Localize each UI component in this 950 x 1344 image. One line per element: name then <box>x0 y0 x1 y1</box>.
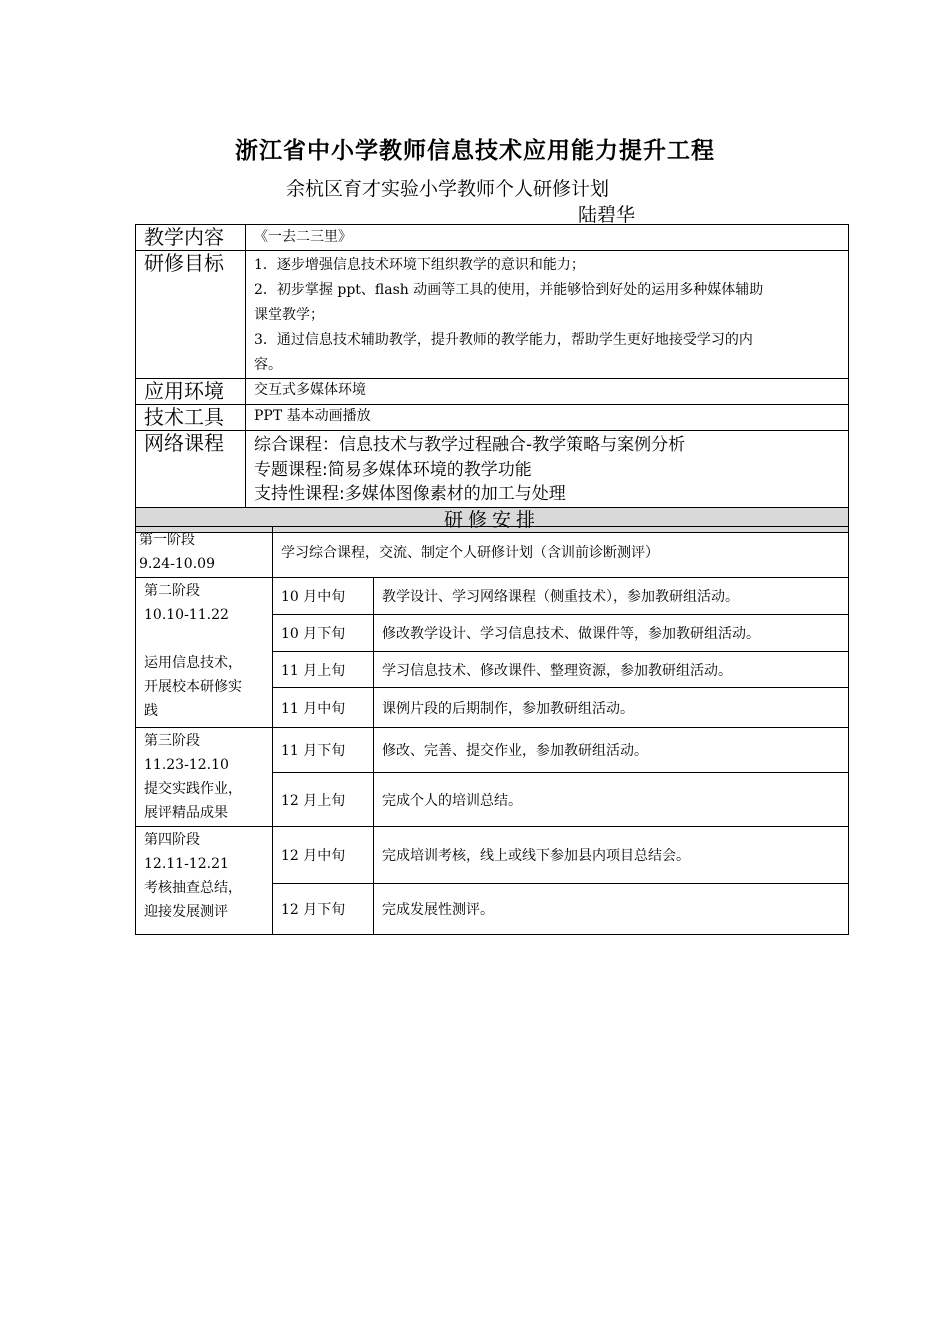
env-value: 交互式多媒体环境 <box>246 379 849 405</box>
stage3-cell <box>136 728 273 827</box>
stage-line: 践 <box>144 703 158 719</box>
row-course <box>136 431 849 508</box>
content-value: 《一去二三里》 <box>246 225 849 251</box>
goal-line: 2．初步掌握 ppt、flash 动画等工具的使用，并能够恰到好处的运用多种媒体辅助 <box>254 282 764 298</box>
schedule-header: 研修安排 <box>136 507 849 532</box>
stage1-cell <box>136 527 273 578</box>
stage-line: 开展校本研修实 <box>144 679 242 695</box>
row-env <box>136 379 849 405</box>
stage-line: 第四阶段 <box>144 832 200 848</box>
stage-line <box>144 627 272 651</box>
stage-line: 11.23-12.10 <box>144 757 229 773</box>
task-cell: 教学设计、学习网络课程（侧重技术），参加教研组活动。 <box>374 578 849 615</box>
goal-line: 3．通过信息技术辅助教学，提升教师的教学能力，帮助学生更好地接受学习的内 <box>254 332 753 348</box>
stage4-row-1 <box>136 827 849 884</box>
stage2-cell <box>136 578 273 728</box>
row-tool <box>136 405 849 431</box>
stage-line: 10.10-11.22 <box>144 607 229 623</box>
stage3-row-1 <box>136 728 849 773</box>
env-label: 应用环境 <box>136 379 246 405</box>
stage1-task: 学习综合课程，交流、制定个人研修计划（含训前诊断测评） <box>273 527 849 578</box>
stage-line: 第二阶段 <box>144 583 200 599</box>
month-cell: 10 月下旬 <box>273 615 374 652</box>
stage-line: 考核抽查总结， <box>144 880 242 896</box>
month-cell: 11 月中旬 <box>273 688 374 728</box>
course-label: 网络课程 <box>136 431 246 508</box>
schedule-table <box>135 526 849 935</box>
month-cell: 12 月下旬 <box>273 884 374 935</box>
row-content <box>136 225 849 251</box>
stage-line: 9.24-10.09 <box>139 556 215 572</box>
task-cell: 修改、完善、提交作业，参加教研组活动。 <box>374 728 849 773</box>
goal-line: 1．逐步增强信息技术环境下组织教学的意识和能力； <box>254 257 585 273</box>
task-cell: 学习信息技术、修改课件、整理资源，参加教研组活动。 <box>374 652 849 688</box>
task-cell: 完成发展性测评。 <box>374 884 849 935</box>
stage-line: 12.11-12.21 <box>144 856 229 872</box>
goal-label: 研修目标 <box>136 251 246 379</box>
stage2-row-1 <box>136 578 849 615</box>
content-label: 教学内容 <box>136 225 246 251</box>
tool-value: PPT 基本动画播放 <box>246 405 849 431</box>
row-goal <box>136 251 849 379</box>
author-name: 陆碧华 <box>578 204 636 226</box>
month-cell: 10 月中旬 <box>273 578 374 615</box>
info-table <box>135 224 849 533</box>
course-value <box>246 431 849 508</box>
course-line: 综合课程：信息技术与教学过程融合-教学策略与案例分析 <box>254 435 686 455</box>
month-cell: 11 月上旬 <box>273 652 374 688</box>
stage-line: 迎接发展测评 <box>144 904 228 920</box>
course-line: 支持性课程:多媒体图像素材的加工与处理 <box>254 484 566 504</box>
task-cell: 修改教学设计、学习信息技术、做课件等，参加教研组活动。 <box>374 615 849 652</box>
month-cell: 12 月上旬 <box>273 773 374 827</box>
document-title: 浙江省中小学教师信息技术应用能力提升工程 <box>235 137 715 164</box>
stage-line: 运用信息技术， <box>144 655 242 671</box>
stage1-row <box>136 527 849 578</box>
month-cell: 12 月中旬 <box>273 827 374 884</box>
task-cell: 完成个人的培训总结。 <box>374 773 849 827</box>
stage4-cell <box>136 827 273 935</box>
goal-value <box>246 251 849 379</box>
task-cell: 完成培训考核，线上或线下参加县内项目总结会。 <box>374 827 849 884</box>
stage-line: 第一阶段 <box>139 532 195 548</box>
stage-line: 提交实践作业， <box>144 781 242 797</box>
stage-line: 第三阶段 <box>144 733 200 749</box>
document-subtitle: 余杭区育才实验小学教师个人研修计划 <box>286 178 610 200</box>
tool-label: 技术工具 <box>136 405 246 431</box>
month-cell: 11 月下旬 <box>273 728 374 773</box>
goal-line: 容。 <box>254 357 282 373</box>
course-line: 专题课程:简易多媒体环境的教学功能 <box>254 459 532 480</box>
task-cell: 课例片段的后期制作，参加教研组活动。 <box>374 688 849 728</box>
goal-line: 课堂教学； <box>254 307 324 323</box>
stage-line: 展评精品成果 <box>144 805 228 821</box>
